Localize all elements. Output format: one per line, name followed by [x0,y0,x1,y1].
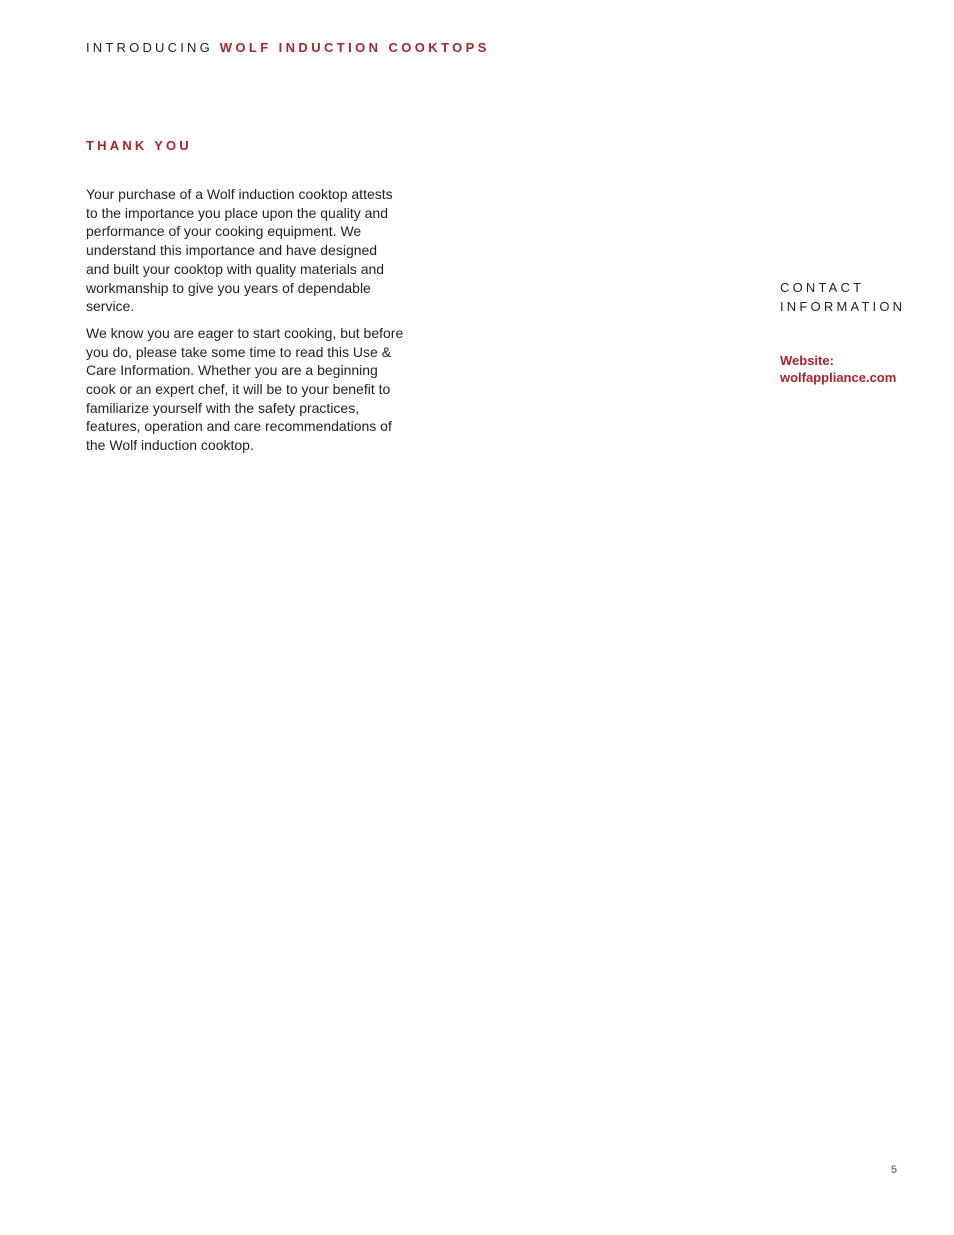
contact-heading [780,278,950,316]
header-prefix: INTRODUCING [86,40,213,55]
contact-sidebar [780,278,950,386]
website-link[interactable]: wolfappliance.com [780,370,897,385]
contact-heading-line2: INFORMATION [780,299,906,314]
body-copy [86,185,404,463]
paragraph-read-first: We know you are eager to start cooking, but before you do, please take some time to read this Use & Care Information. Whether you are a beginning cook or an expert chef, it will be to your benefit to familiarize yourself with the safety practices, features, operation and care recommendations of the Wolf induction cooktop. [86,324,404,454]
contact-heading-line1: CONTACT [780,280,865,295]
running-header [86,40,490,55]
header-accent-title: WOLF INDUCTION COOKTOPS [219,40,490,55]
website-block [780,352,950,386]
website-label: Website: [780,353,834,368]
section-heading: THANK YOU [86,138,192,153]
paragraph-purchase: Your purchase of a Wolf induction cooktop attests to the importance you place upon the quality and performance of your cooking equipment. We understand this importance and have designed and built your cooktop with quality materials and workmanship to give you years of dependable service. [86,186,393,315]
page-number: 5 [890,1164,897,1176]
